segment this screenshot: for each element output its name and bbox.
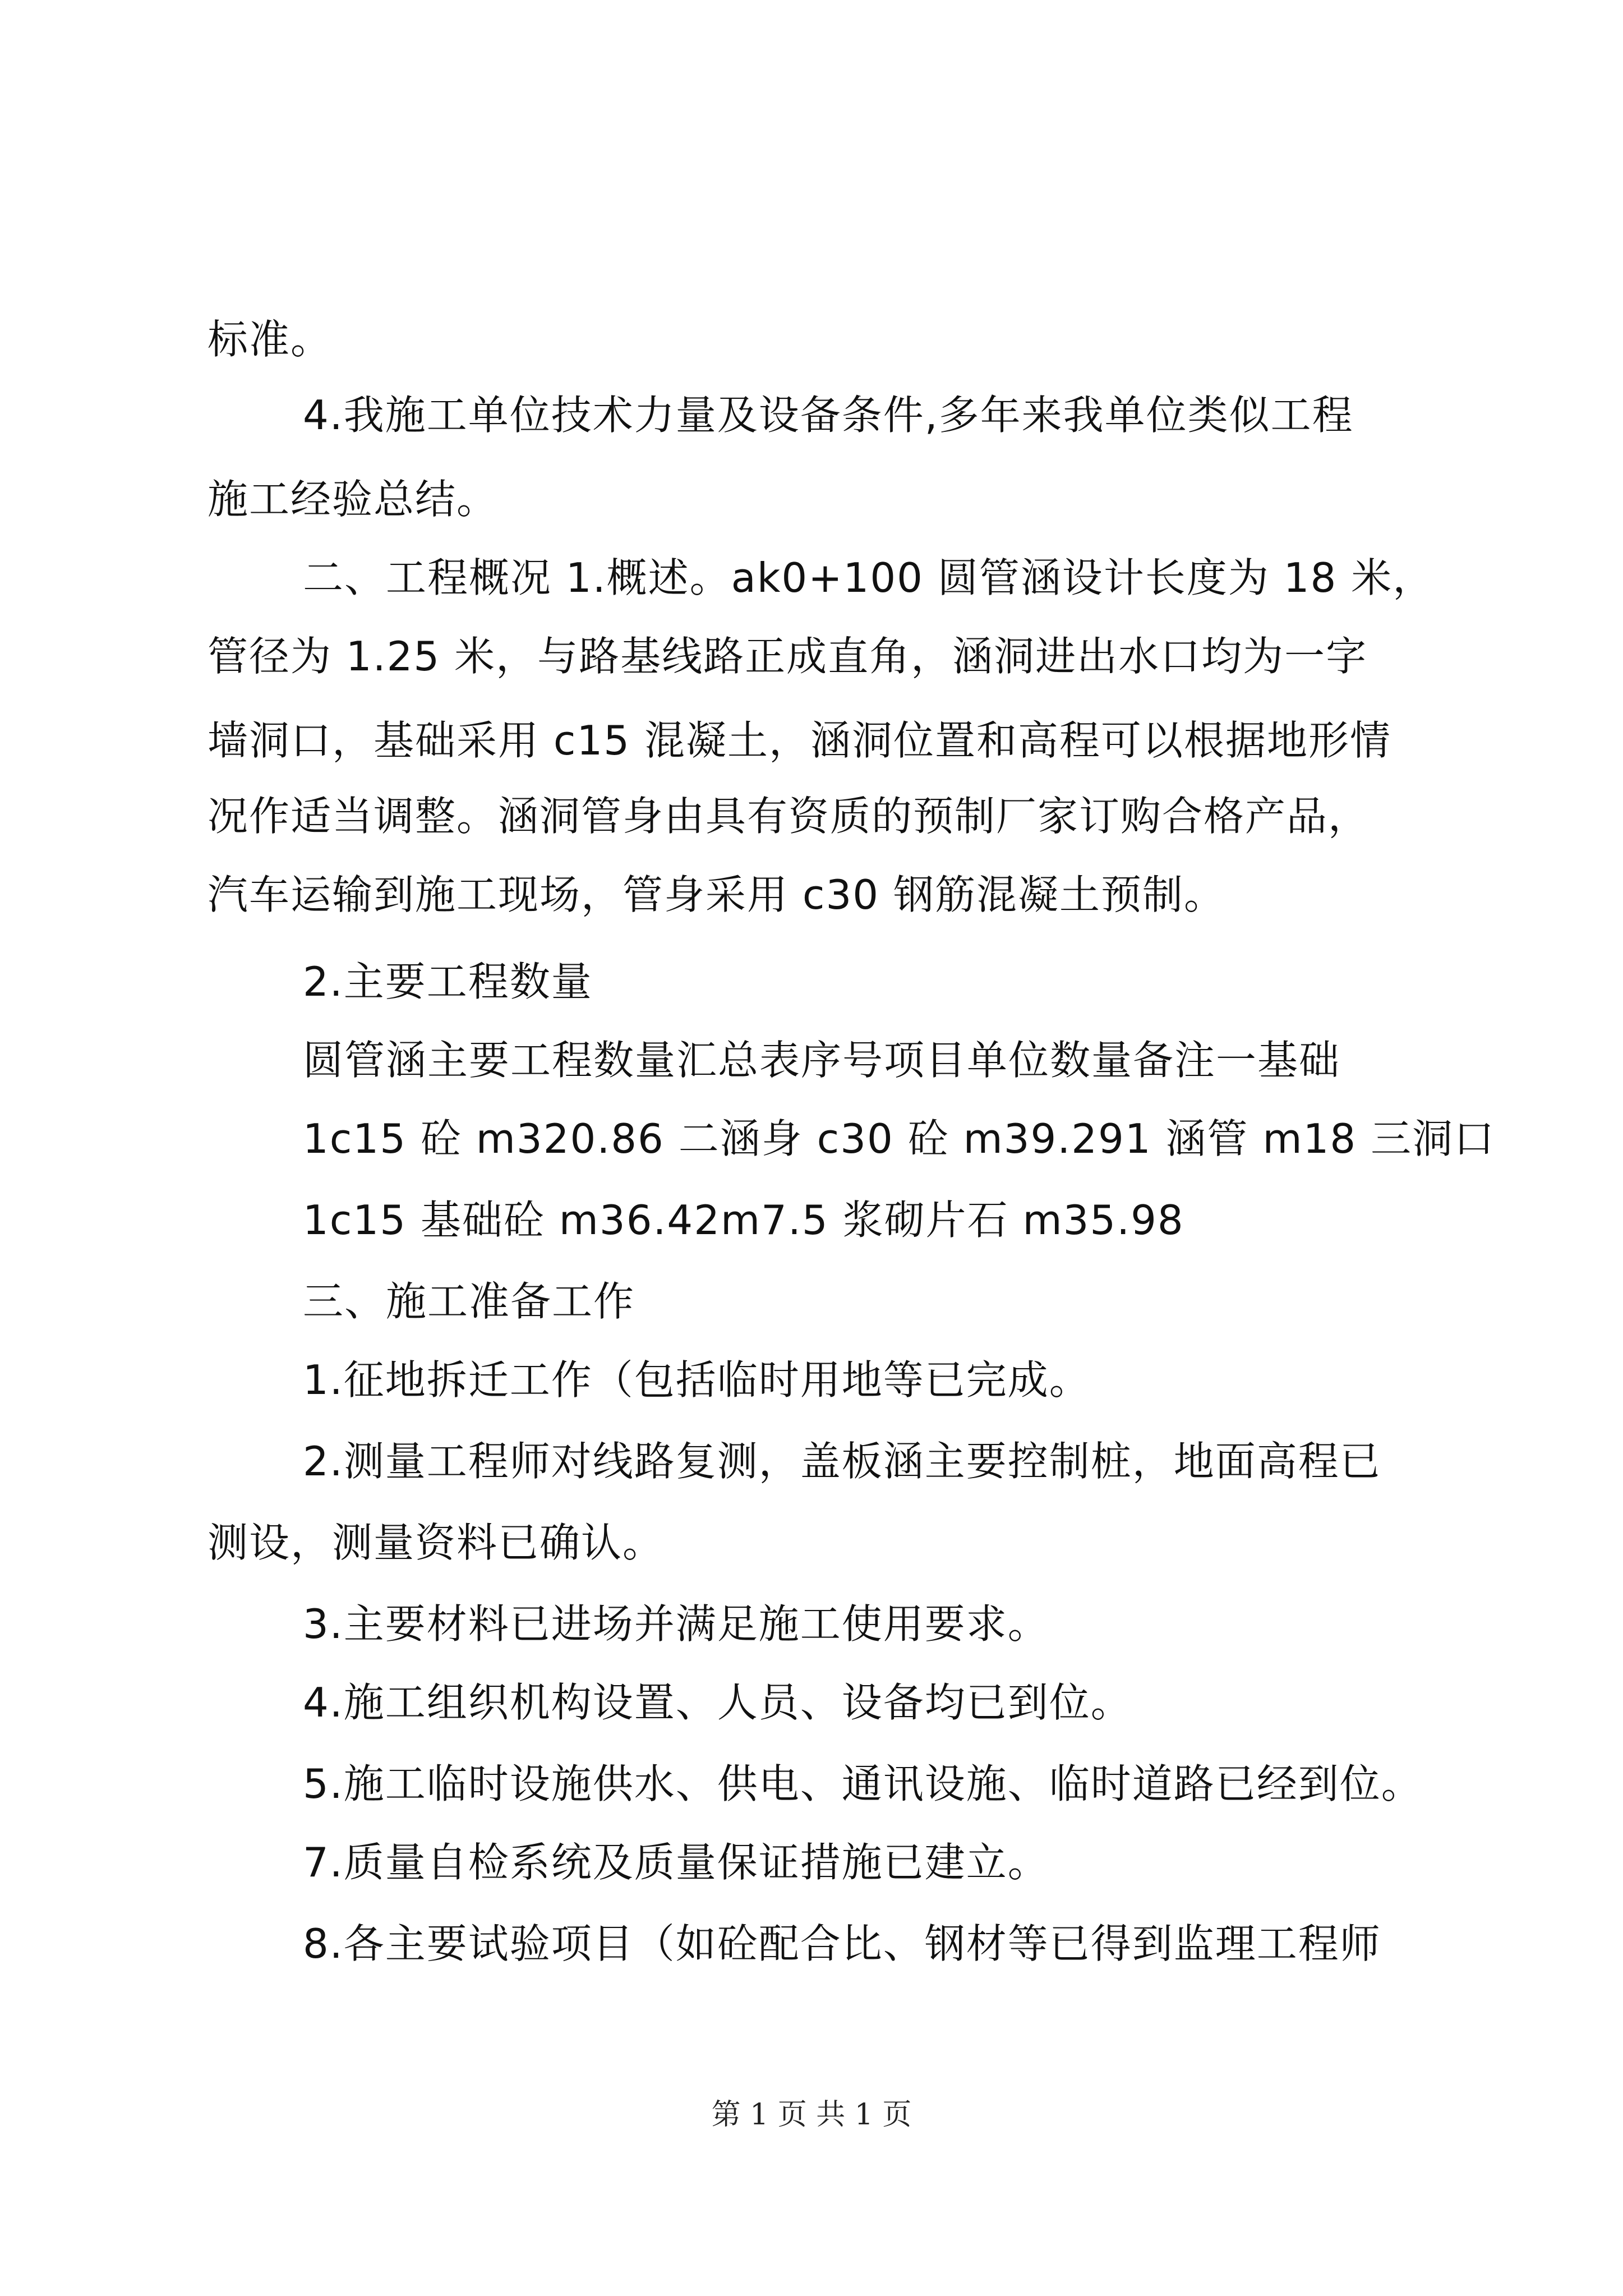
text-line-6: 墙洞口，基础采用 c15 混凝土，涵洞位置和高程可以根据地形情 xyxy=(208,717,1391,764)
text-line-4: 二、工程概况 1.概述。ak0+100 圆管涵设计长度为 18 米， xyxy=(303,554,1435,601)
text-line-8: 汽车运输到施工现场，管身采用 c30 钢筋混凝土预制。 xyxy=(208,871,1225,918)
text-line-11: 1c15 砼 m320.86 二涵身 c30 砼 m39.291 涵管 m18 三洞口 xyxy=(303,1115,1496,1162)
text-line-13: 三、施工准备工作 xyxy=(303,1278,635,1325)
text-line-17: 3.主要材料已进场并满足施工使用要求。 xyxy=(303,1600,1049,1648)
text-line-18: 4.施工组织机构设置、人员、设备均已到位。 xyxy=(303,1679,1132,1726)
text-line-7: 况作适当调整。涵洞管身由具有资质的预制厂家订购合格产品， xyxy=(208,793,1370,840)
text-line-2: 4.我施工单位技术力量及设备条件,多年来我单位类似工程 xyxy=(303,392,1354,439)
text-line-5: 管径为 1.25 米，与路基线路正成直角，涵洞进出水口均为一字 xyxy=(208,633,1368,680)
text-line-1: 标准。 xyxy=(208,316,333,363)
text-line-21: 8.各主要试验项目（如砼配合比、钢材等已得到监理工程师 xyxy=(303,1920,1381,1967)
text-line-15: 2.测量工程师对线路复测，盖板涵主要控制桩，地面高程已 xyxy=(303,1438,1381,1485)
text-line-19: 5.施工临时设施供水、供电、通讯设施、临时道路已经到位。 xyxy=(303,1760,1423,1807)
text-line-14: 1.征地拆迁工作（包括临时用地等已完成。 xyxy=(303,1356,1091,1404)
text-line-20: 7.质量自检系统及质量保证措施已建立。 xyxy=(303,1839,1049,1886)
text-line-12: 1c15 基础砼 m36.42m7.5 浆砌片石 m35.98 xyxy=(303,1197,1184,1244)
text-line-9: 2.主要工程数量 xyxy=(303,958,593,1005)
text-line-16: 测设，测量资料已确认。 xyxy=(208,1519,665,1566)
page-footer: 第 1 页 共 1 页 xyxy=(711,2098,912,2132)
text-line-3: 施工经验总结。 xyxy=(208,476,499,523)
text-line-10: 圆管涵主要工程数量汇总表序号项目单位数量备注一基础 xyxy=(303,1037,1341,1084)
